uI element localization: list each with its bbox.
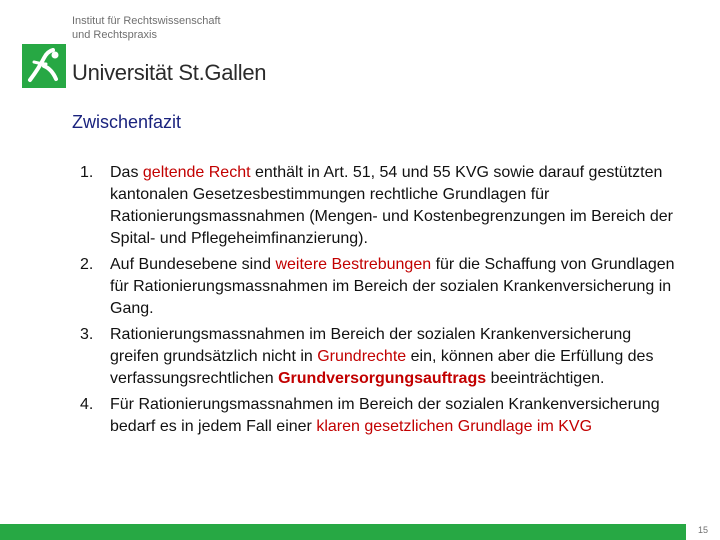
list-item bbox=[80, 324, 680, 390]
footer-bar bbox=[0, 524, 720, 540]
list-item bbox=[80, 254, 680, 320]
list-item-text: Auf Bundesebene sind bbox=[110, 256, 276, 273]
list-item bbox=[80, 162, 680, 250]
highlighted-term: Grundversorgungsauftrags bbox=[278, 370, 487, 387]
highlighted-term: Grundrechte bbox=[317, 348, 407, 365]
list-item bbox=[80, 394, 680, 438]
list-item-number: 4. bbox=[80, 396, 94, 413]
list-item-text: beeinträchtigen. bbox=[486, 370, 605, 387]
list-item-text: enthält in Art. 51, 54 und 55 KVG sowie darauf gestützten kantonalen Gesetzesbestimmungen rechtliche Grundlagen für Rationierungsmassnahmen (Mengen- und Kostenbegrenzungen im Bereich der Spital- und Pflegeheimfinanzierung). bbox=[110, 164, 673, 247]
highlighted-term: geltende Recht bbox=[142, 164, 251, 181]
slide-title: Zwischenfazit bbox=[72, 112, 182, 132]
list-item-text: Für Rationierungsmassnahmen im Bereich der sozialen Krankenversicherung bedarf es in jedem Fall einer bbox=[110, 396, 660, 435]
slide-header bbox=[0, 0, 720, 100]
institute-line-1: Institut für Rechtswissenschaft bbox=[72, 15, 221, 27]
institute-name bbox=[72, 14, 221, 42]
conclusion-list bbox=[80, 162, 680, 442]
list-item-text: Rationierungsmassnahmen im Bereich der sozialen Krankenversicherung greifen grundsätzlich nicht in bbox=[110, 326, 632, 365]
list-item-number: 2. bbox=[80, 256, 94, 273]
page-number: 15 bbox=[686, 520, 720, 540]
institute-line-2: und Rechtspraxis bbox=[72, 29, 157, 41]
university-name: Universität St.Gallen bbox=[72, 60, 267, 85]
list-item-number: 3. bbox=[80, 326, 94, 343]
list-item-text: ein, können aber die Erfüllung des verfassungsrechtlichen bbox=[110, 348, 654, 387]
list-item-text: Das bbox=[110, 164, 143, 181]
list-item-number: 1. bbox=[80, 164, 94, 181]
highlighted-term: klaren gesetzlichen Grundlage im KVG bbox=[316, 418, 593, 435]
highlighted-term: weitere Bestrebungen bbox=[275, 256, 432, 273]
list-item-text: für die Schaffung von Grundlagen für Rationierungsmassnahmen im Bereich der sozialen Krankenversicherung in Gang. bbox=[110, 256, 675, 317]
hsg-leaf-figure-icon bbox=[22, 44, 66, 88]
footer-rule bbox=[0, 524, 686, 540]
